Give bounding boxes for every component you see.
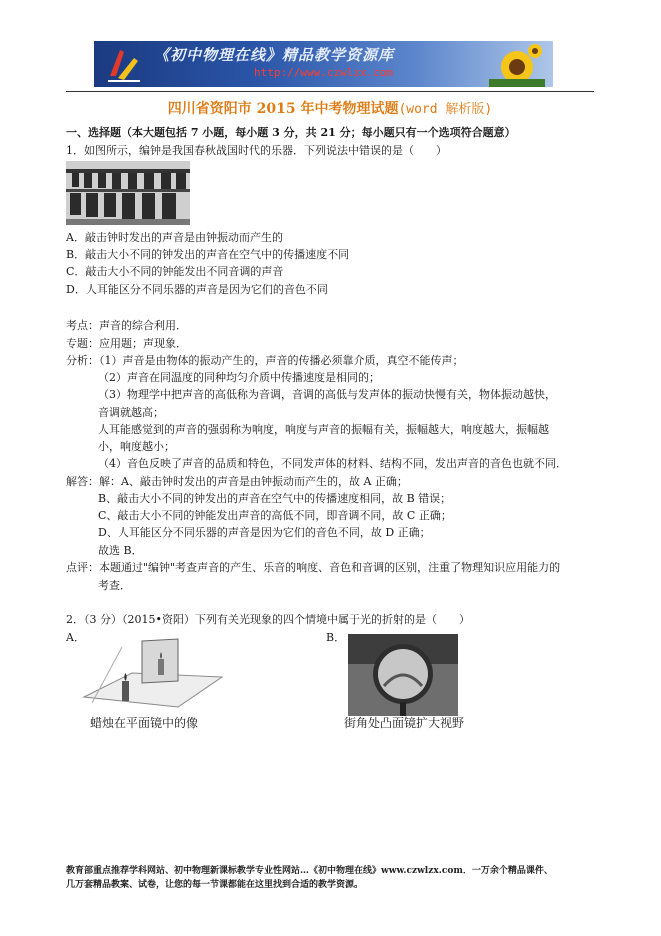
q1-option-c: C．敲击大小不同的钟能发出不同音调的声音 [66,265,284,278]
q1-fenxi-line: 分析：（1）声音是由物体的振动产生的，声音的传播必须靠介质，真空不能传声； [66,354,464,367]
q1-kaodian: 考点：声音的综合利用． [66,319,187,332]
q1-jieda-line: 故选 B． [98,544,143,557]
section-heading: 一、选择题（本大题包括 7 小题，每小题 3 分，共 21 分；每小题只有一个选项符合题意） [66,126,516,139]
q1-jieda-line: C、敲击大小不同的钟能发出声音的高低不同，即音调不同，故 C 正确； [98,509,452,522]
sunflower-icon [489,43,545,87]
q1-option-b: B．敲击大小不同的钟发出的声音在空气中的传播速度不同 [66,248,350,261]
site-logo-icon [104,44,144,84]
banner-url[interactable]: http://www.czwlzx.com [254,66,394,79]
q1-option-a: A．敲击钟时发出的声音是由钟振动而产生的 [66,231,283,244]
banner-title: 《初中物理在线》精品教学资源库 [154,46,395,64]
q1-fenxi-line: 音调就越高； [98,406,164,419]
q1-stem: 1．如图所示，编钟是我国春秋战国时代的乐器．下列说法中错误的是（ ） [66,144,447,157]
candle-mirror-image [82,637,224,715]
q2-caption-a: 蜡烛在平面镜中的像 [90,716,199,730]
q1-jieda-line: D、人耳能区分不同乐器的声音是因为它们的音色不同，故 D 正确； [98,526,431,539]
header-rule [66,91,594,92]
q1-dianping-line: 考查． [98,579,131,592]
q2-caption-b: 街角处凸面镜扩大视野 [344,716,465,730]
q1-fenxi-line: 人耳能感觉到的声音的强弱称为响度，响度与声音的振幅有关，振幅越大，响度越大，振幅越 [98,423,549,436]
title-suffix: (word 解析版) [398,102,493,117]
header-banner [94,41,553,87]
q1-fenxi-line: （2）声音在同温度的同种均匀介质中传播速度是相同的； [98,371,380,384]
title-main: 四川省资阳市 2015 年中考物理试题 [167,101,399,117]
bianzhong-bells-image [66,161,190,225]
q1-jieda-line: B、敲击大小不同的钟发出的声音在空气中的传播速度相同，故 B 错误； [98,492,452,505]
page-footer [66,864,606,892]
footer-line-2: 几万套精品教案、试卷，让您的每一节课都能在这里找到合适的教学资源。 [66,880,364,890]
q2-option-a-letter: A． [66,631,85,644]
q1-fenxi-line: （4）音色反映了声音的品质和特色，不同发声体的材料、结构不同，发出声音的音色也就不同． [98,457,567,470]
q2-option-b-letter: B． [326,631,346,644]
q1-fenxi-line: 小，响度越小； [98,440,175,453]
q1-zhuanti: 专题：应用题；声现象． [66,337,187,350]
q1-dianping-line: 点评：本题通过"编钟"考查声音的产生、乐音的响度、音色和音调的区别，注重了物理知识应用能力的 [66,561,561,574]
document-title [66,98,594,118]
convex-mirror-image [348,634,458,716]
footer-line-1: 教育部重点推荐学科网站、初中物理新课标教学专业性网站…《初中物理在线》www.czwlzx.com．一万余个精品课件、 [66,866,553,876]
q1-fenxi-line: （3）物理学中把声音的高低称为音调，音调的高低与发声体的振动快慢有关，物体振动越快， [98,388,556,401]
q2-stem: 2．（3 分）（2015•资阳）下列有关光现象的四个情境中属于光的折射的是（ ） [66,613,470,626]
q1-jieda-line: 解答：解：A、敲击钟时发出的声音是由钟振动而产生的，故 A 正确； [66,475,408,488]
q1-option-d: D．人耳能区分不同乐器的声音是因为它们的音色不同 [66,283,328,296]
